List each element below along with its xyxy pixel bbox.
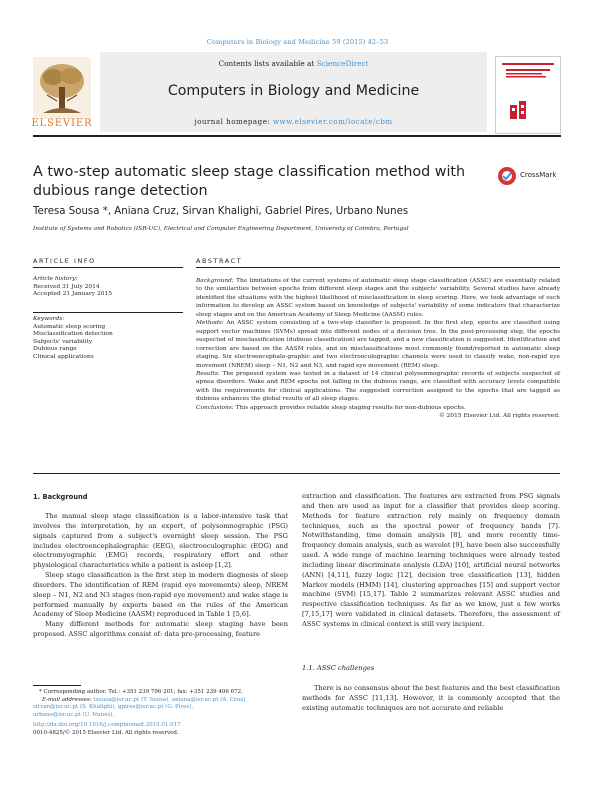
email-link[interactable]: urbano@isr.uc.pt (U. Nunes).: [33, 711, 115, 718]
methods-label: Methods:: [196, 320, 224, 327]
abstract-results: [196, 370, 560, 404]
article-title: A two-step automatic sleep stage classification method with dubious range detection: [33, 164, 466, 199]
article-info-header: ARTICLE INFO: [33, 257, 96, 265]
right-column: [302, 492, 560, 630]
header-rule: [33, 135, 561, 137]
doi-block: [33, 722, 288, 737]
paragraph: Many different methods for automatic sleep staging have been proposed. ASSC algorithms consist of: data pre-processing, feature: [33, 620, 288, 639]
subsection-heading: 1.1. ASSC challenges: [302, 664, 375, 672]
elsevier-wordmark: ELSEVIER: [31, 118, 93, 129]
article-history: [33, 276, 183, 299]
paragraph: There is no consensus about the best features and the best classification methods for ASSC [11,13]. However, it is commonly accepted that the existing automatic techniques are not accurate and reliable: [302, 684, 560, 712]
conclusions-text: This approach provides reliable sleep staging results for non-dubious epochs.: [233, 404, 466, 411]
accepted-date: Accepted 21 January 2015: [33, 291, 112, 298]
journal-cover-image-icon: [496, 57, 560, 133]
article-info-rule: [33, 267, 183, 268]
paragraph: The manual sleep stage classification is a labor-intensive task that involves the interpretation, by an expert, of polysomnographic (PSG) signals captured from a subject's overnight sleep session. The PSG includes electroencephalographic (EEG), electrooculographic (EOG) and electromyographic (EMG) records, respiratory effort and other physiological characteristics while a patient is asleep [1,2].: [33, 512, 288, 570]
crossmark-label: CrossMark: [520, 171, 557, 179]
journal-title: Computers in Biology and Medicine: [167, 83, 420, 99]
footnotes: [33, 689, 288, 719]
keywords-label: Keywords:: [33, 316, 65, 322]
right-column-continued: [302, 684, 560, 714]
corresponding-author-note: * Corresponding author. Tel.: +351 239 796 201; fax: +351 239 406 672.: [39, 689, 243, 695]
journal-cover-thumbnail[interactable]: [495, 56, 561, 134]
crossmark-badge[interactable]: [497, 165, 561, 187]
abstract-methods: [196, 319, 560, 370]
doi-link[interactable]: http://dx.doi.org/10.1016/j.compbiomed.2015.01.017: [33, 722, 181, 728]
abstract-body: [196, 277, 560, 421]
affiliation: Institute of Systems and Robotics (ISR-UC), Electrical and Computer Engineering Department, University of Coimbra, Portugal: [33, 226, 409, 232]
results-label: Results:: [196, 370, 220, 377]
paragraph: extraction and classification. The features are extracted from PSG signals and then are used as input for a classifier that provides sleep scoring. Methods for feature extraction rely mainly on frequency domain techniques, such as the spectral power of frequency bands [7]. Notwithstanding, time domain analysis [8], and more recently time-frequency domain analysis, such as wavelet [9], have been also successfully used. A wide range of machine learning techniques were already tested including linear discriminate analysis (LDA) [10], artificial neural networks (ANN) [4,11], fuzzy logic [12], decision tree classification [13], hidden Markov models (HMM) [14], clustering approaches [15] and support vector machine (SVM) [15,17]. Table 2 summarizes relevant ASSC studies and respective classification techniques. As far as we know, just a few works [7,15,17] were validated in clinical datasets. Therefore, the assessment of ASSC systems in clinical context is still very incipient.: [302, 492, 560, 628]
received-date: Received 31 July 2014: [33, 283, 100, 290]
keywords-block: [33, 316, 183, 362]
keyword-item: Misclassification detection: [33, 331, 113, 338]
background-text: The limitations of the current systems of automatic sleep stage classification (ASSC) are essentially related to the similarities between epochs from different sleep stages and the subjects' variability. Several studies have already identified the situations with the highest likelihood of misclassification in sleep scoring. Here, we took advantage of such information to develop an ASSC system based on knowledge of subjects' variability of some indicators that characterize sleep stages and on the American Academy of Sleep Medicine (AASM) rules.: [196, 278, 560, 318]
methods-text: An ASSC system consisting of a two-step classifier is proposed. In the first step, epochs are classified using support vector machines (SVMs) spread into different nodes of a decision tree. In the post-processing step, the epochs suspected of misclassification (dubious classification) are tagged, and a new classification is suggested. Identification and correction are based on the AASM rules, and on misclassifications most commonly found/reported in automatic sleep staging. Six electroencephalo-graphic and two electrooculographic channels were used to classify wake, non-rapid eye movement (NREM) sleep – N1, N2 and N3, and rapid eye movement (REM) sleep.: [196, 320, 560, 369]
results-text: The proposed system was tested in a dataset of 14 clinical polysomnographic records of subjects suspected of apnea disorders. Wake and REM epochs not falling in the dubious range, are classified with accuracy levels compatible with the requirements for clinical applications. The suggested correction assigned to the epochs that are tagged as dubious enhances the global results of all sleep stages.: [196, 370, 560, 403]
history-label: Article history:: [33, 276, 78, 282]
abstract-bottom-rule: [33, 473, 560, 474]
sciencedirect-link[interactable]: ScienceDirect: [316, 59, 369, 68]
background-label: Background:: [196, 278, 234, 284]
abstract-background: [196, 277, 560, 319]
conclusions-label: Conclusions:: [196, 404, 234, 411]
keyword-item: Subjects' variability: [33, 338, 93, 345]
keyword-item: Automatic sleep scoring: [33, 323, 106, 330]
keyword-item: Clinical applications: [33, 353, 94, 360]
homepage-prefix: journal homepage:: [194, 117, 274, 126]
left-column: [33, 512, 288, 640]
author-list: Teresa Sousa *, Aniana Cruz, Sirvan Khalighi, Gabriel Pires, Urbano Nunes: [33, 206, 409, 217]
elsevier-tree-logo-icon: [33, 57, 91, 119]
paragraph: Sleep stage classification is the first step in modern diagnosis of sleep disorders. The identification of REM (rapid eye movements) sleep, NREM sleep – N1, N2 and N3 stages (non-rapid eye movement) and wake stage is performed manually by experts based on the rules of the American Academy of Sleep Medicine (AASM) reproduced in Table 1 [5,6].: [33, 571, 288, 619]
abstract-copyright: © 2015 Elsevier Ltd. All rights reserved.: [438, 413, 560, 420]
keyword-item: Dubious range: [33, 346, 77, 353]
journal-reference[interactable]: Computers in Biology and Medicine 59 (2015) 42–53: [206, 38, 389, 46]
crossmark-icon: [497, 166, 517, 186]
issn-line: 0010-4825/© 2015 Elsevier Ltd. All rights reserved.: [33, 729, 179, 736]
homepage-link[interactable]: www.elsevier.com/locate/cbm: [273, 117, 393, 126]
homepage-line: [100, 117, 487, 126]
abstract-rule: [196, 267, 560, 268]
email-label: E-mail addresses:: [42, 696, 92, 703]
section-heading: 1. Background: [33, 493, 88, 501]
email-line: [33, 697, 288, 705]
email-link[interactable]: sirvan@isr.uc.pt (S. Khalighi), gpires@isr.uc.pt (G. Pires),: [33, 704, 194, 710]
abstract-header: ABSTRACT: [196, 257, 243, 265]
contents-prefix: Contents lists available at: [218, 59, 317, 68]
abstract-conclusions: [196, 404, 560, 412]
contents-line: [100, 59, 487, 68]
email-link[interactable]: tsousa@isr.uc.pt (T. Sousa), aniana@isr.uc.pt (A. Cruz),: [91, 696, 248, 703]
